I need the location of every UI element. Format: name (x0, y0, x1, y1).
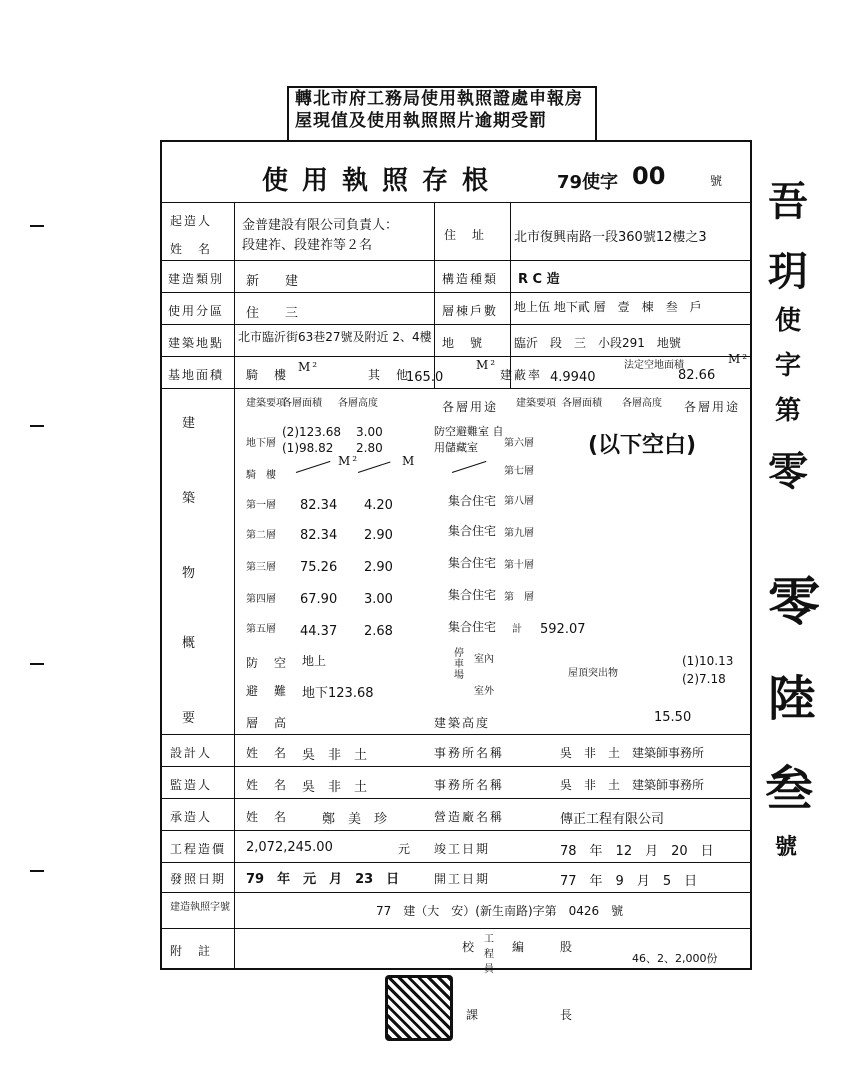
permit-number-prefix: 79使字 (557, 172, 619, 193)
roof-label: 屋頂突出物 (568, 668, 618, 679)
permit-form (160, 140, 752, 975)
completion-label: 竣工日期 (434, 842, 491, 856)
col-header-use-r: 各層用途 (684, 400, 741, 414)
contractor-label: 承造人 (170, 810, 213, 824)
side-mark-6: 零 (768, 448, 808, 495)
supervisor-office-label: 事務所名稱 (434, 778, 505, 792)
col-header-use: 各層用途 (442, 400, 499, 414)
floor-area: 67.90 (300, 592, 338, 607)
unit-m2: M² (476, 358, 498, 372)
location-label: 建築地點 (168, 336, 225, 350)
contractor-firm: 傳正工程有限公司 (560, 812, 665, 827)
margin-tick (30, 870, 44, 872)
building-height-value: 15.50 (654, 710, 692, 725)
designer-name-label: 姓 名 (246, 746, 289, 760)
parking-label: 停車場 (454, 648, 464, 681)
col-header-item: 建築要項 (246, 398, 286, 409)
permit-number: 00 (632, 162, 666, 190)
floor-name: 第二層 (246, 530, 276, 541)
side-mark-2: 玥 (768, 248, 808, 295)
floor-height: 3.00 2.80 (356, 425, 383, 455)
supervisor-name: 吳 非 土 (302, 780, 368, 795)
floor-area: (2)123.68 (1)98.82 (282, 425, 341, 455)
issue-date-value: 79 年 元 月 23 日 (246, 872, 400, 887)
address-value: 北市復興南路一段360號12樓之3 (514, 230, 707, 245)
side-mark-9: 叁 (765, 761, 814, 817)
floor-name: 第四層 (246, 594, 276, 605)
col-header-item-r: 建築要項 (516, 398, 556, 409)
remarks-col-3: 編 (512, 940, 527, 954)
remarks-col-6: 課 (466, 1008, 481, 1022)
zoning-value: 住 三 (246, 306, 299, 321)
supervisor-office: 吳 非 土 建築師事務所 (560, 778, 705, 792)
floor-area: 82.34 (300, 498, 338, 513)
supervisor-name-label: 姓 名 (246, 778, 289, 792)
contractor-name: 鄭 美 珍 (322, 812, 388, 827)
floor-use: 集合住宅 (448, 620, 497, 634)
permit-label: 建造執照字號 (170, 902, 230, 913)
stamp-line-1: 轉北市府工務局使用執照證處申報房 (295, 89, 583, 109)
designer-office-label: 事務所名稱 (434, 746, 505, 760)
lot-value: 臨沂 段 三 小段291 地號 (514, 336, 681, 350)
side-mark-4: 字 (775, 351, 802, 381)
build-type-value: 新 建 (246, 274, 299, 289)
unit-m2: M² (298, 360, 320, 374)
lot-label: 地 號 (442, 336, 485, 350)
blank-note: (以下空白) (588, 433, 697, 458)
floors-label: 層棟戶數 (442, 304, 499, 318)
floor-name-r: 第九層 (504, 528, 534, 539)
col-header-height: 各層高度 (338, 398, 378, 409)
floor-name: 地下層 (246, 438, 276, 449)
roof-value-1: (1)10.13 (682, 654, 734, 668)
remarks-col-2: 工程員 (484, 934, 494, 975)
floor-use: 集合住宅 (448, 556, 497, 570)
floor-name: 第三層 (246, 562, 276, 573)
side-mark-3: 使 (775, 306, 802, 336)
open-space-value: 82.66 (678, 368, 716, 383)
remarks-label: 附 註 (170, 944, 213, 958)
designer-name: 吳 非 土 (302, 748, 368, 763)
blank-slash (358, 462, 391, 473)
floor-area: 75.26 (300, 560, 338, 575)
roof-value-2: (2)7.18 (682, 672, 726, 686)
floor-use: 集合住宅 (448, 494, 497, 508)
section-char-概: 概 (182, 636, 198, 651)
unit-m: M (402, 454, 417, 468)
structure-value: R C 造 (518, 272, 560, 287)
floor-height: 4.20 (364, 498, 393, 513)
floors-value: 地上伍 地下貳 層 壹 棟 叁 戶 (514, 300, 702, 314)
applicant-name-2: 段建祚、段建祚等２名 (242, 238, 373, 253)
total-area: 592.07 (540, 622, 586, 637)
floor-height: 2.68 (364, 624, 393, 639)
side-mark-5: 第 (775, 396, 802, 426)
remarks-note: 46、2、2,000份 (632, 952, 718, 965)
remarks-col-4: 股 (560, 940, 575, 954)
parking-indoor: 室內 (474, 654, 494, 665)
cost-value: 2,072,245.00 (246, 840, 333, 855)
floor-name-r: 第六層 (504, 438, 534, 449)
floor-name: 騎 樓 (246, 470, 276, 481)
floor-area: 44.37 (300, 624, 338, 639)
floor-name-r: 第 層 (504, 592, 534, 603)
floor-area: 82.34 (300, 528, 338, 543)
remarks-col-5: 長 (560, 1008, 575, 1022)
floor-name: 第五層 (246, 624, 276, 635)
floor-use: 集合住宅 (448, 524, 497, 538)
applicant-label-bottom: 姓 名 (170, 242, 213, 256)
side-mark-1: 吾 (768, 178, 808, 225)
permit-value: 77 建（大 安）(新生南路)字第 0426 號 (376, 904, 624, 918)
completion-value: 78 年 12 月 20 日 (560, 844, 714, 859)
applicant-name-1: 金普建設有限公司負責人： (242, 218, 399, 233)
margin-tick (30, 663, 44, 665)
location-value: 北市臨沂街63巷27號及附近 2、4樓 (238, 330, 432, 344)
address-label: 住 址 (444, 228, 487, 242)
cost-unit: 元 (398, 842, 413, 856)
floor-name-r: 第十層 (504, 560, 534, 571)
parking-outdoor: 室外 (474, 686, 494, 697)
blank-slash (452, 461, 487, 473)
section-char-物: 物 (182, 566, 198, 581)
floor-name-r: 計 (512, 624, 522, 635)
zoning-label: 使用分區 (168, 304, 225, 318)
side-mark-8: 陸 (768, 671, 817, 727)
building-height-label: 建築高度 (434, 716, 491, 730)
contractor-name-label: 姓 名 (246, 810, 289, 824)
arcade-label: 騎 樓 (246, 368, 289, 382)
supervisor-label: 監造人 (170, 778, 213, 792)
cost-label: 工程造價 (170, 842, 227, 856)
blank-slash (296, 461, 331, 473)
floor-height: 2.90 (364, 560, 393, 575)
form-title: 使用執照存根 (262, 166, 503, 196)
contractor-firm-label: 營造廠名稱 (434, 810, 505, 824)
side-mark-7: 零 (768, 572, 821, 633)
floor-name-r: 第八層 (504, 496, 534, 507)
col-header-area: 各層面積 (282, 398, 322, 409)
section-char-要: 要 (182, 711, 198, 726)
shelter-above: 地上 (302, 654, 327, 668)
floor-height-label: 層 高 (246, 716, 289, 730)
col-header-area-r: 各層面積 (562, 398, 602, 409)
other-label: 其 他 (368, 368, 411, 382)
designer-office: 吳 非 土 建築師事務所 (560, 746, 705, 760)
build-type-label: 建造類別 (168, 272, 225, 286)
issue-date-label: 發照日期 (170, 872, 227, 886)
side-mark-10: 號 (775, 834, 798, 860)
unit-m2: M² (338, 454, 360, 468)
open-space-label: 法定空地面積 (624, 360, 684, 371)
permit-number-suffix: 號 (710, 174, 725, 188)
margin-tick (30, 225, 44, 227)
coverage-label: 建蔽率 (500, 368, 543, 382)
floor-name: 第一層 (246, 500, 276, 511)
col-header-height-r: 各層高度 (622, 398, 662, 409)
stamp-line-2: 屋現值及使用執照照片逾期受罰 (295, 111, 547, 131)
applicant-label-top: 起造人 (170, 214, 213, 228)
margin-tick (30, 425, 44, 427)
site-area-label: 基地面積 (168, 368, 225, 382)
floor-name-r: 第七層 (504, 466, 534, 477)
section-char-築: 築 (182, 491, 198, 506)
section-char-build: 建 (182, 416, 198, 431)
other-value: 165.0 (406, 370, 444, 385)
shelter-below: 地下123.68 (302, 686, 374, 701)
floor-height: 2.90 (364, 528, 393, 543)
start-date-value: 77 年 9 月 5 日 (560, 874, 698, 889)
floor-height: 3.00 (364, 592, 393, 607)
shelter-label-1: 防 空 (246, 656, 289, 670)
floor-use: 防空避難室 自用儲藏室 (434, 425, 504, 454)
shelter-label-2: 避 難 (246, 684, 289, 698)
designer-label: 設計人 (170, 746, 213, 760)
remarks-col-1: 校 (462, 940, 477, 954)
structure-label: 構造種類 (442, 272, 499, 286)
official-seal (385, 975, 453, 1041)
start-date-label: 開工日期 (434, 872, 491, 886)
coverage-value: 4.9940 (550, 370, 596, 385)
floor-use: 集合住宅 (448, 588, 497, 602)
unit-m2: M² (728, 352, 750, 366)
top-stamp (287, 86, 597, 142)
